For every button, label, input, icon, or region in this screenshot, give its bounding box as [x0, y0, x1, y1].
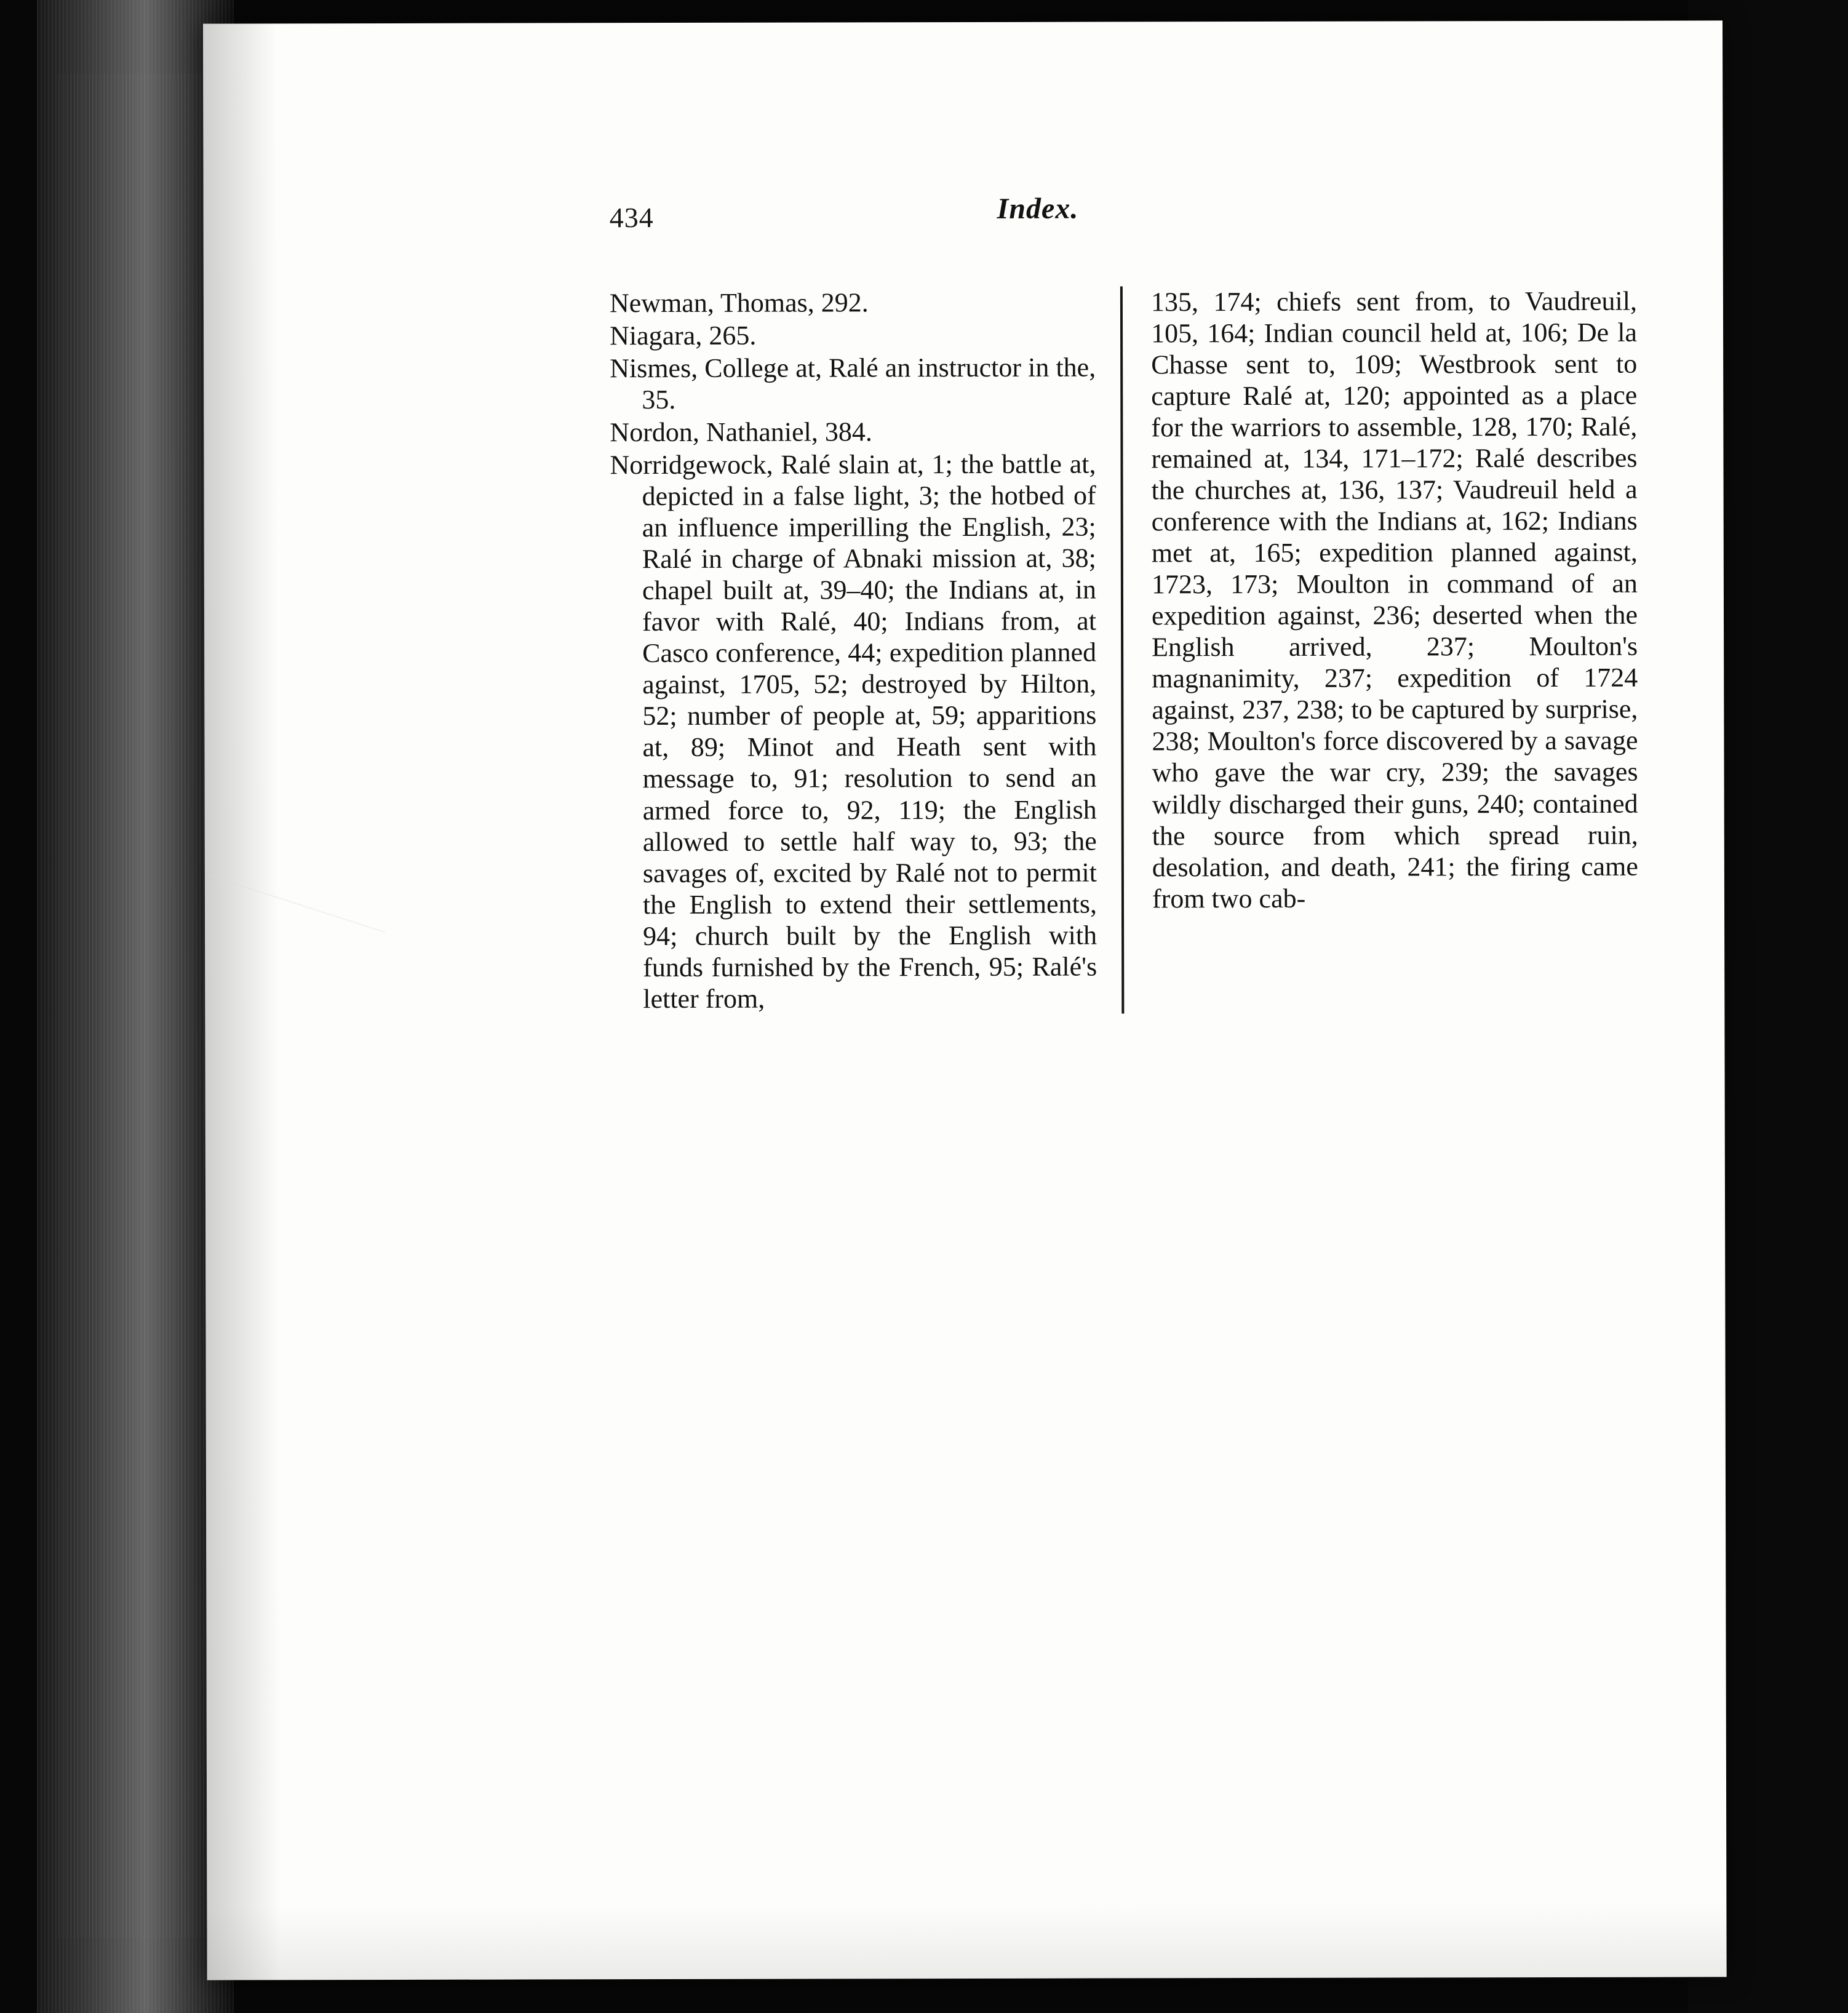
page-bottom-shadow: [207, 1903, 1726, 1980]
gutter-shadow: [203, 23, 281, 1980]
index-column-left: [610, 286, 1124, 1014]
index-entry-continued: 135, 174; chiefs sent from, to Vaudreuil, 105, 164; Indian council held at, 106; De la Chasse sent to, 109; Westbrook sent to capture Ralé at, 120; appointed as a place for the warriors to assemble, 128, 170; Ralé, remained at, 134, 171–172; Ralé describes the churches at, 136, 137; Vaudreuil held a conference with the Indians at, 162; Indians met at, 165; expedition planned against, 1723, 173; Moulton in command of an expedition against, 236; deserted when the English arrived, 237; Moulton's magnanimity, 237; expedition of 1724 against, 237, 238; to be captured by surprise, 238; Moulton's force discovered by a savage who gave the war cry, 239; the savages wildly discharged their guns, 240; contained the source from which spread ruin, desolation, and death, 241; the firing came from two cab-: [1150, 285, 1638, 914]
index-columns: [610, 285, 1657, 1014]
page-number: 434: [609, 202, 654, 234]
index-entry: Nismes, College at, Ralé an instructor in the, 35.: [610, 352, 1096, 415]
index-entry: Norridgewock, Ralé slain at, 1; the battle at, depicted in a false light, 3; the hotbed of an influence imperilling the English, 23; Ralé in charge of Abnaki mission at, 38; chapel built at, 39–40; the Indians at, in favor with Ralé, 40; Indians from, at Casco conference, 44; expedition planned against, 1705, 52; destroyed by Hilton, 52; number of people at, 59; apparitions at, 89; Minot and Heath sent with message to, 91; resolution to send an armed force to, 92, 119; the English allowed to settle half way to, 93; the savages of, excited by Ralé not to permit the English to extend their settlements, 94; church built by the English with funds furnished by the French, 95; Ralé's letter from,: [610, 448, 1097, 1014]
index-entry: Nordon, Nathaniel, 384.: [610, 417, 872, 448]
page-header: [204, 192, 1723, 239]
index-column-right: [1123, 285, 1638, 1013]
index-entry: Newman, Thomas, 292.: [609, 287, 869, 319]
index-entry: Niagara, 265.: [610, 320, 757, 351]
book-page-edges-detail: [58, 74, 218, 1938]
running-head: Index.: [997, 192, 1079, 225]
book-page: [203, 20, 1727, 1980]
